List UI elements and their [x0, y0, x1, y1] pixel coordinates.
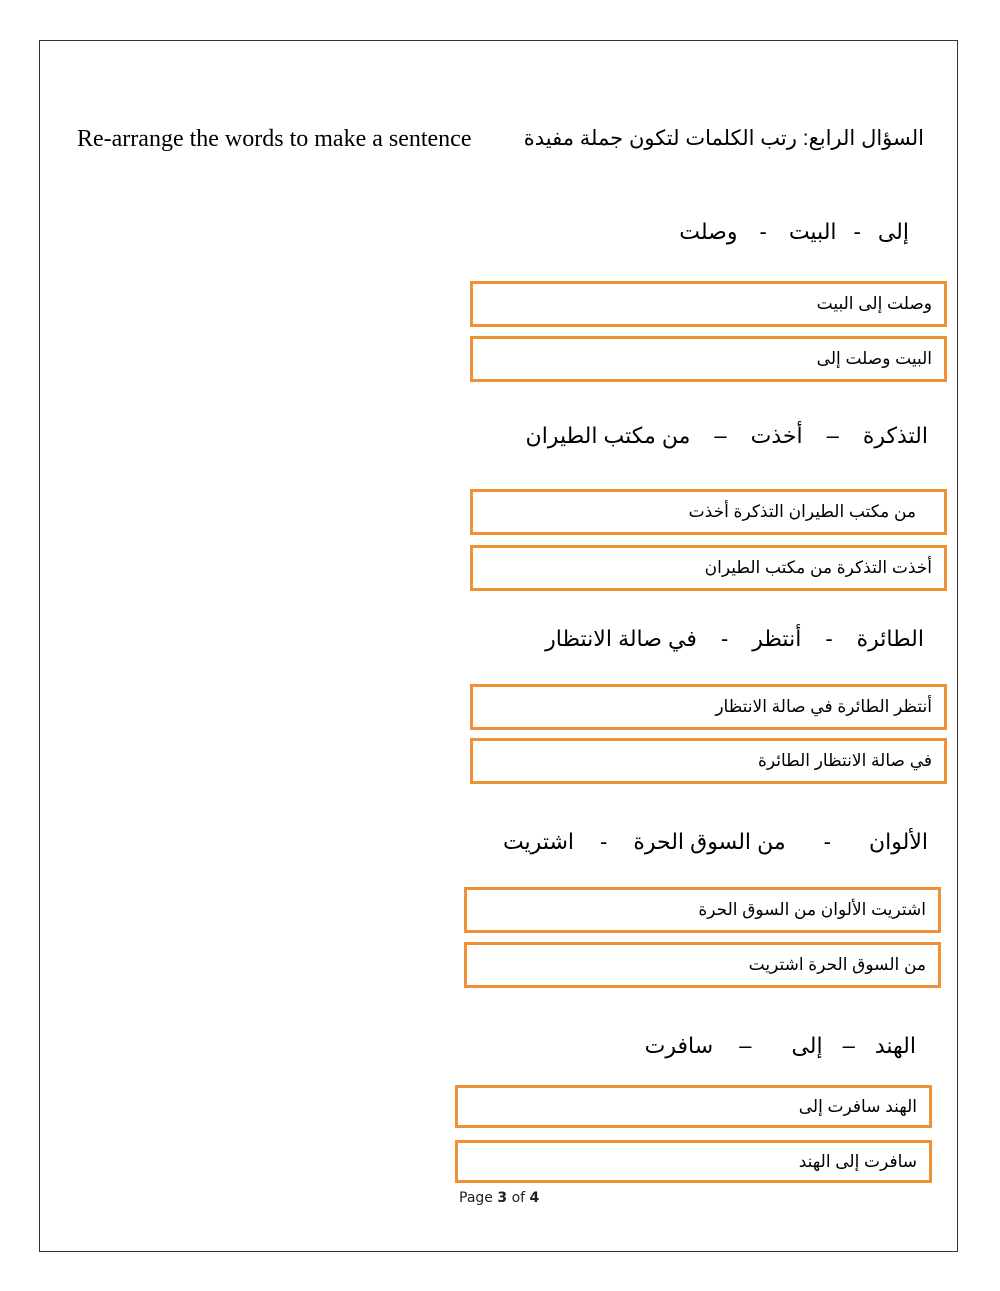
word: أخذت — [750, 423, 803, 448]
separator: – — [826, 423, 839, 448]
word: أنتظر — [752, 626, 802, 651]
word: البيت — [788, 219, 837, 244]
answer-option[interactable]: أنتظر الطائرة في صالة الانتظار — [470, 684, 947, 730]
question-1-words — [679, 219, 909, 245]
page-number — [459, 1190, 539, 1206]
question-3-words — [545, 626, 924, 652]
word: في صالة الانتظار — [545, 626, 697, 651]
word: من السوق الحرة — [633, 829, 786, 854]
separator: – — [842, 1033, 855, 1058]
question-4-words — [503, 829, 928, 855]
instruction-arabic: السؤال الرابع: رتب الكلمات لتكون جملة مفيدة — [523, 127, 924, 150]
word: إلى — [877, 219, 909, 244]
answer-option[interactable]: أخذت التذكرة من مكتب الطيران — [470, 545, 947, 591]
word: إلى — [791, 1033, 823, 1058]
word: وصلت — [679, 219, 738, 244]
total-pages: 4 — [529, 1190, 540, 1206]
word: الهند — [874, 1033, 916, 1058]
separator: – — [714, 423, 727, 448]
word: اشتريت — [502, 829, 575, 854]
word: التذكرة — [862, 423, 928, 448]
separator: - — [759, 219, 767, 244]
answer-option[interactable]: سافرت إلى الهند — [455, 1140, 932, 1183]
word: سافرت — [644, 1033, 714, 1058]
page-label: Page — [459, 1190, 493, 1206]
answer-option[interactable]: البيت وصلت إلى — [470, 336, 947, 382]
word: من مكتب الطيران — [525, 423, 691, 448]
answer-option[interactable]: من مكتب الطيران التذكرة أخذت — [470, 489, 947, 535]
answer-option[interactable]: في صالة الانتظار الطائرة — [470, 738, 947, 784]
answer-option[interactable]: من السوق الحرة اشتريت — [464, 942, 941, 988]
page-of-label: of — [511, 1190, 526, 1206]
question-2-words — [526, 423, 928, 449]
answer-option[interactable]: الهند سافرت إلى — [455, 1085, 932, 1128]
separator: - — [825, 626, 833, 651]
separator: - — [823, 829, 831, 854]
separator: – — [739, 1033, 752, 1058]
word: الألوان — [869, 829, 928, 854]
separator: - — [600, 829, 608, 854]
instruction-english: Re-arrange the words to make a sentence — [77, 126, 472, 152]
separator: - — [853, 219, 861, 244]
separator: - — [720, 626, 729, 651]
answer-option[interactable]: وصلت إلى البيت — [470, 281, 947, 327]
question-5-words — [645, 1033, 916, 1059]
answer-option[interactable]: اشتريت الألوان من السوق الحرة — [464, 887, 941, 933]
current-page: 3 — [497, 1190, 508, 1206]
word: الطائرة — [856, 626, 924, 651]
